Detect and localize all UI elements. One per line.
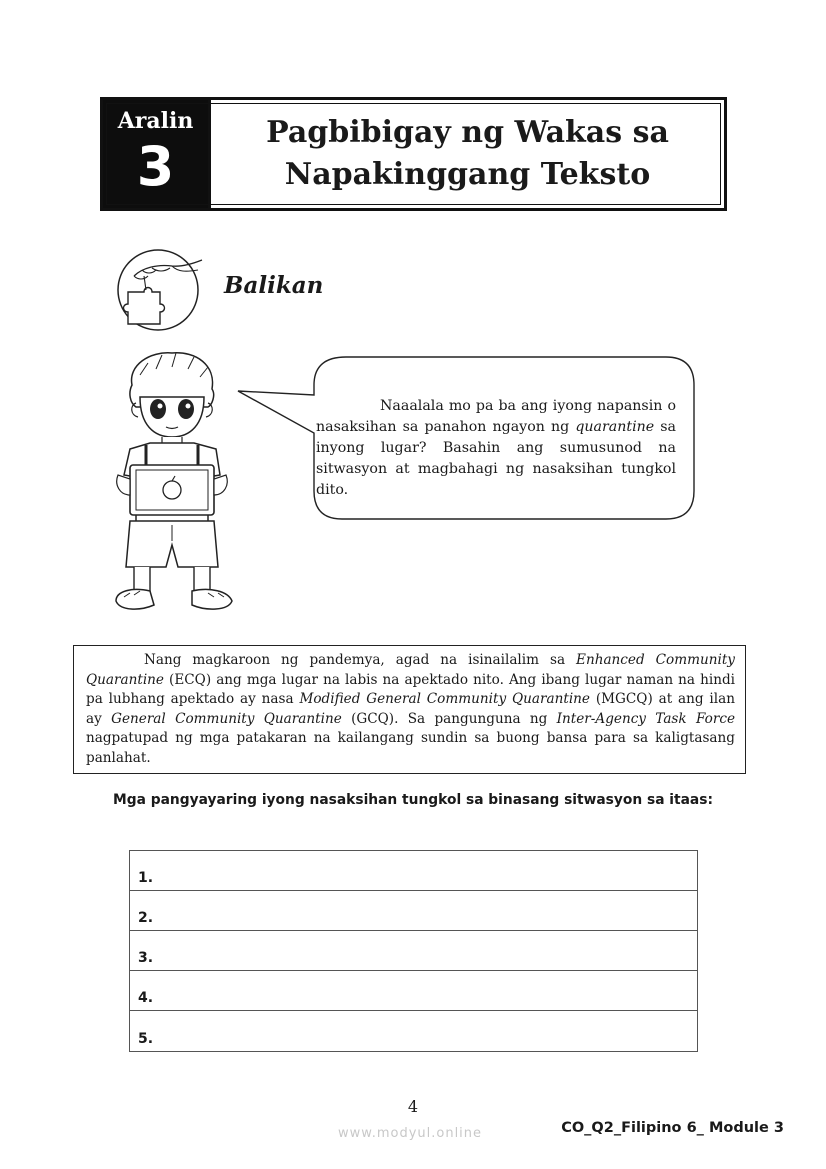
bubble-text-part2: sa inyong lugar? Basahin ang sumusunod na sitwasyon at magbahagi ng nasaksihan tungkol dito. (316, 419, 676, 498)
situation-term: Modified General Community Quarantine (299, 691, 590, 707)
situation-text: nagpatupad ng mga patakaran na kailangang sundin sa buong bansa para sa kaligtasang panlahat. (86, 730, 735, 766)
lesson-header (100, 97, 727, 211)
lesson-title (211, 100, 724, 208)
section-title-balikan: Balikan (224, 272, 324, 299)
lesson-label: Aralin (117, 108, 194, 134)
answer-table (129, 850, 698, 1052)
situation-term: Enhanced Community Quarantine (86, 652, 735, 688)
activity-prompt: Mga pangyayaring iyong nasaksihan tungkol sa binasang sitwasyon sa itaas: (113, 792, 713, 808)
answer-row[interactable] (130, 1011, 697, 1051)
answer-row[interactable] (130, 971, 697, 1011)
answer-number: 1. (138, 870, 154, 886)
situation-term: General Community Quarantine (111, 710, 342, 727)
lesson-title-line1: Pagbibigay ng Wakas sa (266, 115, 669, 150)
speech-bubble-text (316, 396, 676, 501)
answer-row[interactable] (130, 851, 697, 891)
situation-text: (MGCQ) at ang ilan ay (86, 691, 735, 727)
hand-puzzle-icon (112, 246, 208, 336)
lesson-title-line2: Napakinggang Teksto (284, 157, 651, 192)
situation-box (73, 645, 746, 774)
situation-text: Nang magkaroon ng pandemya, agad na isinailalim sa (144, 652, 577, 668)
module-code: CO_Q2_Filipino 6_ Module 3 (561, 1120, 784, 1136)
boy-holding-tablet-illustration (100, 345, 250, 620)
bubble-text-italic: quarantine (575, 419, 655, 435)
answer-number: 4. (138, 990, 154, 1006)
answer-row[interactable] (130, 931, 697, 971)
page-number: 4 (407, 1097, 419, 1116)
lesson-number: 3 (136, 135, 175, 198)
situation-text: (GCQ). Sa pangunguna ng (341, 710, 557, 727)
answer-row[interactable] (130, 891, 697, 931)
answer-number: 2. (138, 910, 154, 926)
bubble-text-part1: Naaalala mo pa ba ang iyong napansin o nasaksihan sa panahon ngayon ng (316, 398, 676, 435)
answer-number: 5. (138, 1031, 154, 1047)
situation-term: Inter-Agency Task Force (556, 710, 735, 727)
situation-text: (ECQ) ang mga lugar na labis na apektado nito. Ang ibang lugar naman na hindi pa lubhang apektado ay nasa (86, 671, 735, 707)
answer-number: 3. (138, 950, 154, 966)
watermark: www.modyul.online (338, 1126, 483, 1141)
lesson-number-block (103, 100, 211, 208)
